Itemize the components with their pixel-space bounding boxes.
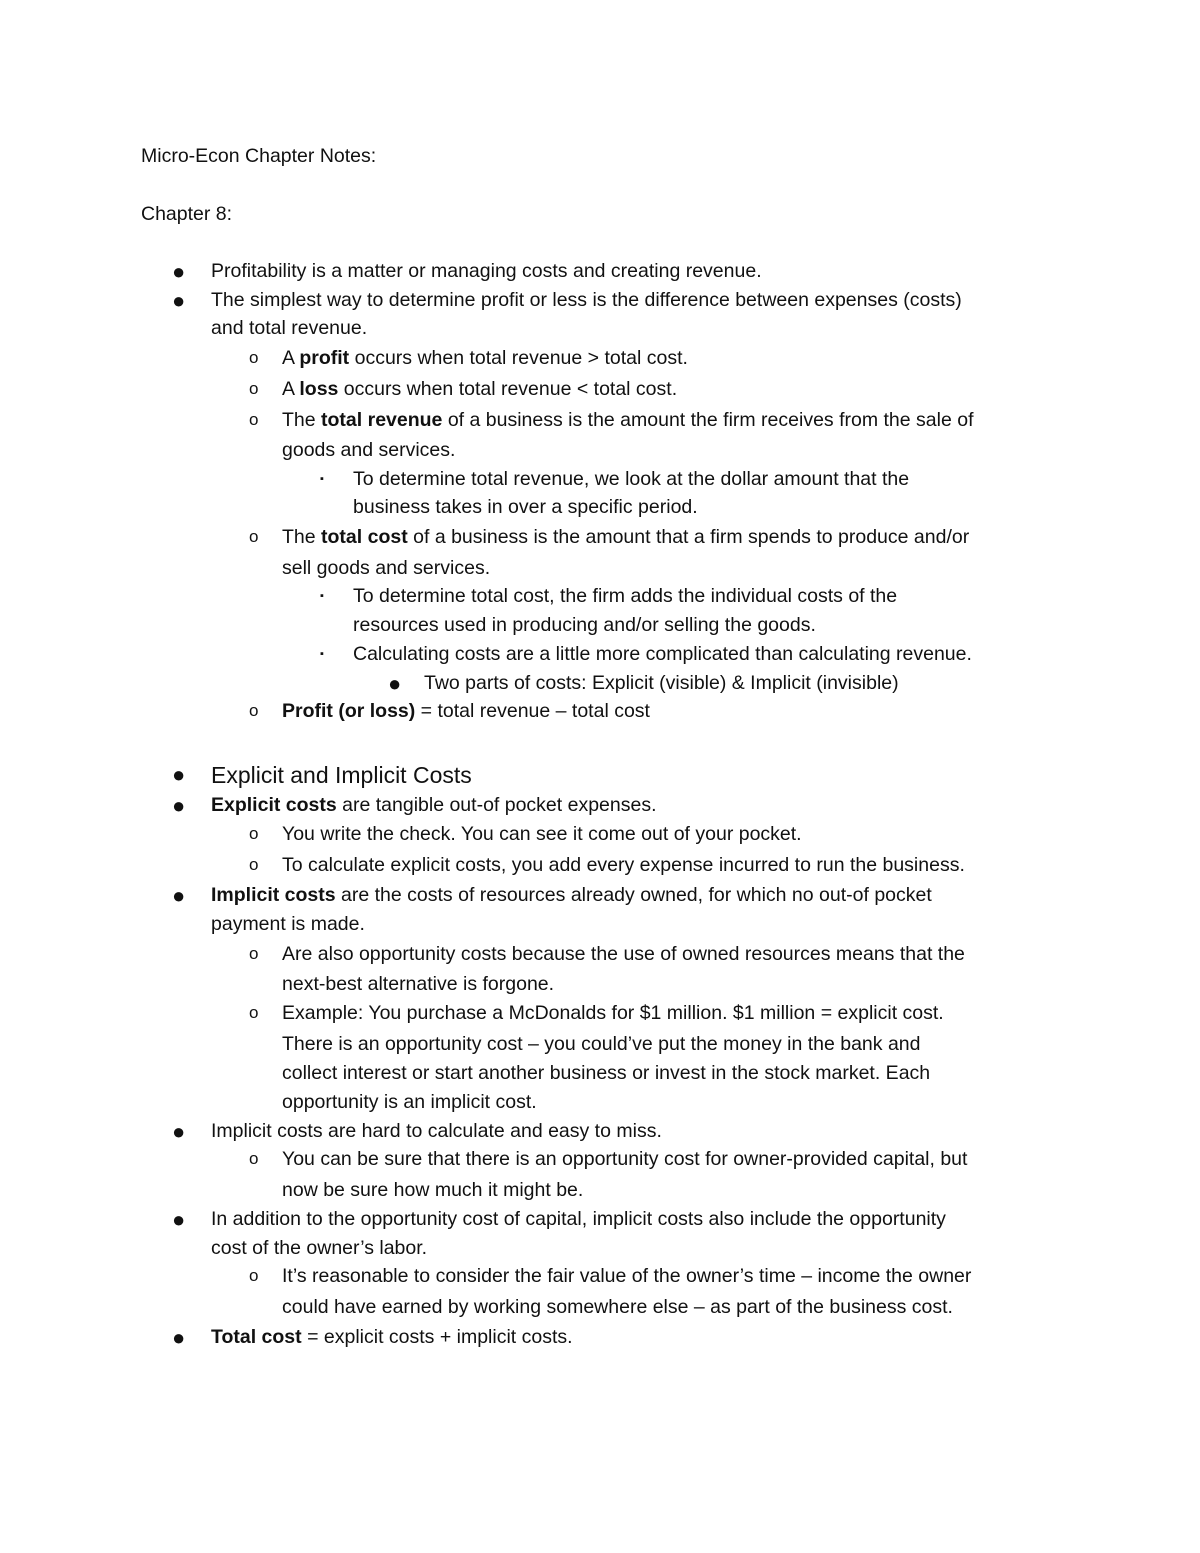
- list-item: Implicit costs are hard to calculate and easy to miss.: [211, 1120, 662, 1142]
- list-item: It’s reasonable to consider the fair value of the owner’s time – income the owner: [282, 1265, 972, 1287]
- list-item-continuation: could have earned by working somewhere else – as part of the business cost.: [282, 1296, 953, 1318]
- list-item: Implicit costs are the costs of resources already owned, for which no out-of pocket: [211, 884, 932, 906]
- disc-bullet-icon: ●: [172, 288, 186, 313]
- list-item: Calculating costs are a little more complicated than calculating revenue.: [353, 643, 972, 665]
- square-bullet-icon: ▪: [320, 473, 324, 485]
- list-item: In addition to the opportunity cost of capital, implicit costs also include the opportunity: [211, 1208, 946, 1230]
- list-item-continuation: cost of the owner’s labor.: [211, 1237, 428, 1259]
- list-item-continuation: now be sure how much it might be.: [282, 1179, 584, 1201]
- circle-bullet-icon: o: [249, 1149, 259, 1168]
- circle-bullet-icon: o: [249, 1266, 259, 1285]
- list-item: Explicit costs are tangible out-of pocket expenses.: [211, 794, 657, 816]
- list-item: A loss occurs when total revenue < total cost.: [282, 378, 678, 400]
- list-item: You write the check. You can see it come out of your pocket.: [282, 823, 802, 845]
- total-cost-formula: Total cost = explicit costs + implicit costs.: [211, 1326, 573, 1348]
- square-bullet-icon: ▪: [320, 648, 324, 660]
- disc-bullet-icon: ●: [388, 671, 402, 696]
- implicit-costs-term: Implicit costs: [211, 884, 336, 906]
- disc-bullet-icon: ●: [172, 883, 186, 908]
- disc-bullet-icon: ●: [172, 762, 186, 787]
- total-revenue-term: total revenue: [321, 409, 443, 431]
- circle-bullet-icon: o: [249, 410, 259, 429]
- list-item: To calculate explicit costs, you add every expense incurred to run the business.: [282, 854, 965, 876]
- profit-formula: Profit (or loss) = total revenue – total cost: [282, 700, 650, 722]
- document-title: Micro-Econ Chapter Notes:: [141, 145, 377, 167]
- list-item: You can be sure that there is an opportunity cost for owner-provided capital, but: [282, 1148, 968, 1170]
- list-item-continuation: sell goods and services.: [282, 557, 491, 579]
- list-item: Example: You purchase a McDonalds for $1 million. $1 million = explicit cost.: [282, 1002, 944, 1024]
- total-cost-term: total cost: [321, 526, 408, 548]
- list-item: To determine total cost, the firm adds the individual costs of the: [353, 585, 898, 607]
- loss-term: loss: [299, 378, 339, 400]
- list-item: To determine total revenue, we look at the dollar amount that the: [353, 468, 910, 490]
- list-item-continuation: resources used in producing and/or selling the goods.: [353, 614, 816, 636]
- disc-bullet-icon: ●: [172, 1207, 186, 1232]
- list-item: Profitability is a matter or managing costs and creating revenue.: [211, 260, 762, 282]
- circle-bullet-icon: o: [249, 944, 259, 963]
- disc-bullet-icon: ●: [172, 1325, 186, 1350]
- list-item: Two parts of costs: Explicit (visible) & Implicit (invisible): [424, 672, 899, 694]
- list-item-continuation: opportunity is an implicit cost.: [282, 1091, 537, 1113]
- list-item-continuation: payment is made.: [211, 913, 365, 935]
- circle-bullet-icon: o: [249, 379, 259, 398]
- list-item-continuation: goods and services.: [282, 439, 456, 461]
- list-item: Are also opportunity costs because the use of owned resources means that the: [282, 943, 965, 965]
- disc-bullet-icon: ●: [172, 259, 186, 284]
- chapter-heading: Chapter 8:: [141, 203, 233, 225]
- disc-bullet-icon: ●: [172, 793, 186, 818]
- list-item: The simplest way to determine profit or less is the difference between expenses (costs): [211, 289, 962, 311]
- list-item-continuation: next-best alternative is forgone.: [282, 973, 555, 995]
- list-item: The total cost of a business is the amount that a firm spends to produce and/or: [282, 526, 970, 548]
- square-bullet-icon: ▪: [320, 590, 324, 602]
- profit-term: profit: [299, 347, 350, 369]
- list-item-continuation: There is an opportunity cost – you could’ve put the money in the bank and: [282, 1033, 921, 1055]
- circle-bullet-icon: o: [249, 1003, 259, 1022]
- list-item-continuation: collect interest or start another business or invest in the stock market. Each: [282, 1062, 931, 1084]
- list-item-continuation: business takes in over a specific period.: [353, 496, 698, 518]
- circle-bullet-icon: o: [249, 527, 259, 546]
- circle-bullet-icon: o: [249, 855, 259, 874]
- section-heading: Explicit and Implicit Costs: [211, 762, 472, 788]
- list-item: A profit occurs when total revenue > total cost.: [282, 347, 688, 369]
- circle-bullet-icon: o: [249, 701, 259, 720]
- disc-bullet-icon: ●: [172, 1119, 186, 1144]
- circle-bullet-icon: o: [249, 348, 259, 367]
- explicit-costs-term: Explicit costs: [211, 794, 337, 816]
- list-item-continuation: and total revenue.: [211, 317, 368, 339]
- circle-bullet-icon: o: [249, 824, 259, 843]
- list-item: The total revenue of a business is the amount the firm receives from the sale of: [282, 409, 974, 431]
